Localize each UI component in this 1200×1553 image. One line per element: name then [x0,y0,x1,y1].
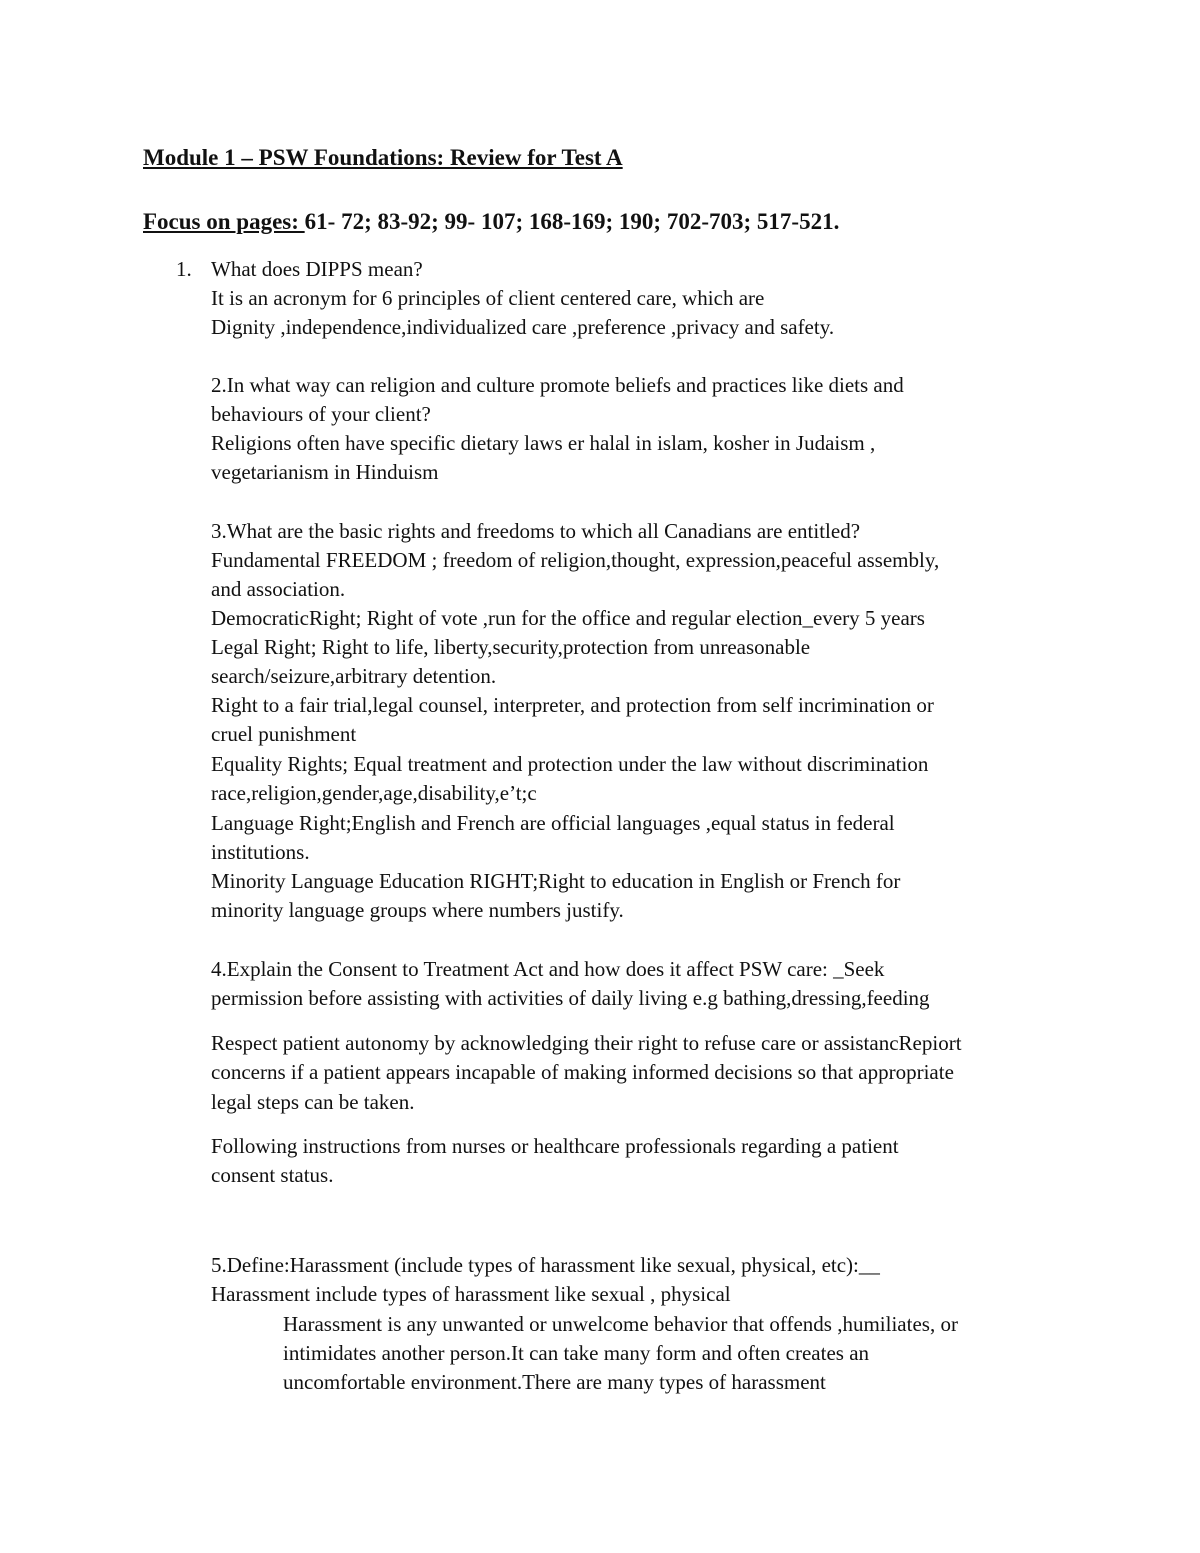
q3-line: search/seizure,arbitrary detention. [211,664,497,688]
q2-line: vegetarianism in Hinduism [211,460,439,484]
q4-line: 4.Explain the Consent to Treatment Act and how does it affect PSW care: _Seek [211,957,885,981]
q5-indented-line: intimidates another person.It can take many form and often creates an [283,1341,870,1365]
q5-indented-line: uncomfortable environment.There are many types of harassment [283,1370,826,1394]
q2-line: 2.In what way can religion and culture promote beliefs and practices like diets and [211,373,904,397]
q3-line: Right to a fair trial,legal counsel, interpreter, and protection from self incrimination or [211,693,934,717]
q4-line: Following instructions from nurses or healthcare professionals regarding a patient [211,1134,899,1158]
q4-line: Respect patient autonomy by acknowledging their right to refuse care or assistancRepiort [211,1031,962,1055]
q3-line: Language Right;English and French are official languages ,equal status in federal [211,811,895,835]
focus-pages [143,209,839,235]
q3-line: race,religion,gender,age,disability,e’t;c [211,781,537,805]
q4-line: permission before assisting with activities of daily living e.g bathing,dressing,feeding [211,986,930,1010]
q1-answer-line: Dignity ,independence,individualized care ,preference ,privacy and safety. [211,315,835,339]
q3-line: and association. [211,577,346,601]
q5-line: 5.Define:Harassment (include types of harassment like sexual, physical, etc):__ [211,1253,880,1277]
q1-question: What does DIPPS mean? [211,257,423,281]
page-title: Module 1 – PSW Foundations: Review for Test A [143,145,623,170]
q3-line: minority language groups where numbers justify. [211,898,624,922]
q3-line: 3.What are the basic rights and freedoms to which all Canadians are entitled? [211,519,861,543]
q2-line: Religions often have specific dietary laws er halal in islam, kosher in Judaism , [211,431,876,455]
q4-line: concerns if a patient appears incapable of making informed decisions so that appropriate [211,1060,954,1084]
q5-line: Harassment include types of harassment like sexual , physical [211,1282,731,1306]
q3-line: Minority Language Education RIGHT;Right to education in English or French for [211,869,901,893]
focus-page-list: 61- 72; 83-92; 99- 107; 168-169; 190; 702-703; 517-521. [304,209,840,234]
q2-line: behaviours of your client? [211,402,431,426]
q3-line: DemocraticRight; Right of vote ,run for the office and regular election_every 5 years [211,606,925,630]
q3-line: Legal Right; Right to life, liberty,security,protection from unreasonable [211,635,811,659]
q3-line: cruel punishment [211,722,357,746]
q5-indented-line: Harassment is any unwanted or unwelcome behavior that offends ,humiliates, or [283,1312,958,1336]
q3-line: Fundamental FREEDOM ; freedom of religion,thought, expression,peaceful assembly, [211,548,940,572]
q4-line: legal steps can be taken. [211,1090,415,1114]
q3-line: Equality Rights; Equal treatment and protection under the law without discrimination [211,752,929,776]
focus-label: Focus on pages: [143,209,305,234]
q3-line: institutions. [211,840,310,864]
q4-line: consent status. [211,1163,334,1187]
q1-number: 1. [176,257,192,281]
q1-answer-line: It is an acronym for 6 principles of client centered care, which are [211,286,765,310]
